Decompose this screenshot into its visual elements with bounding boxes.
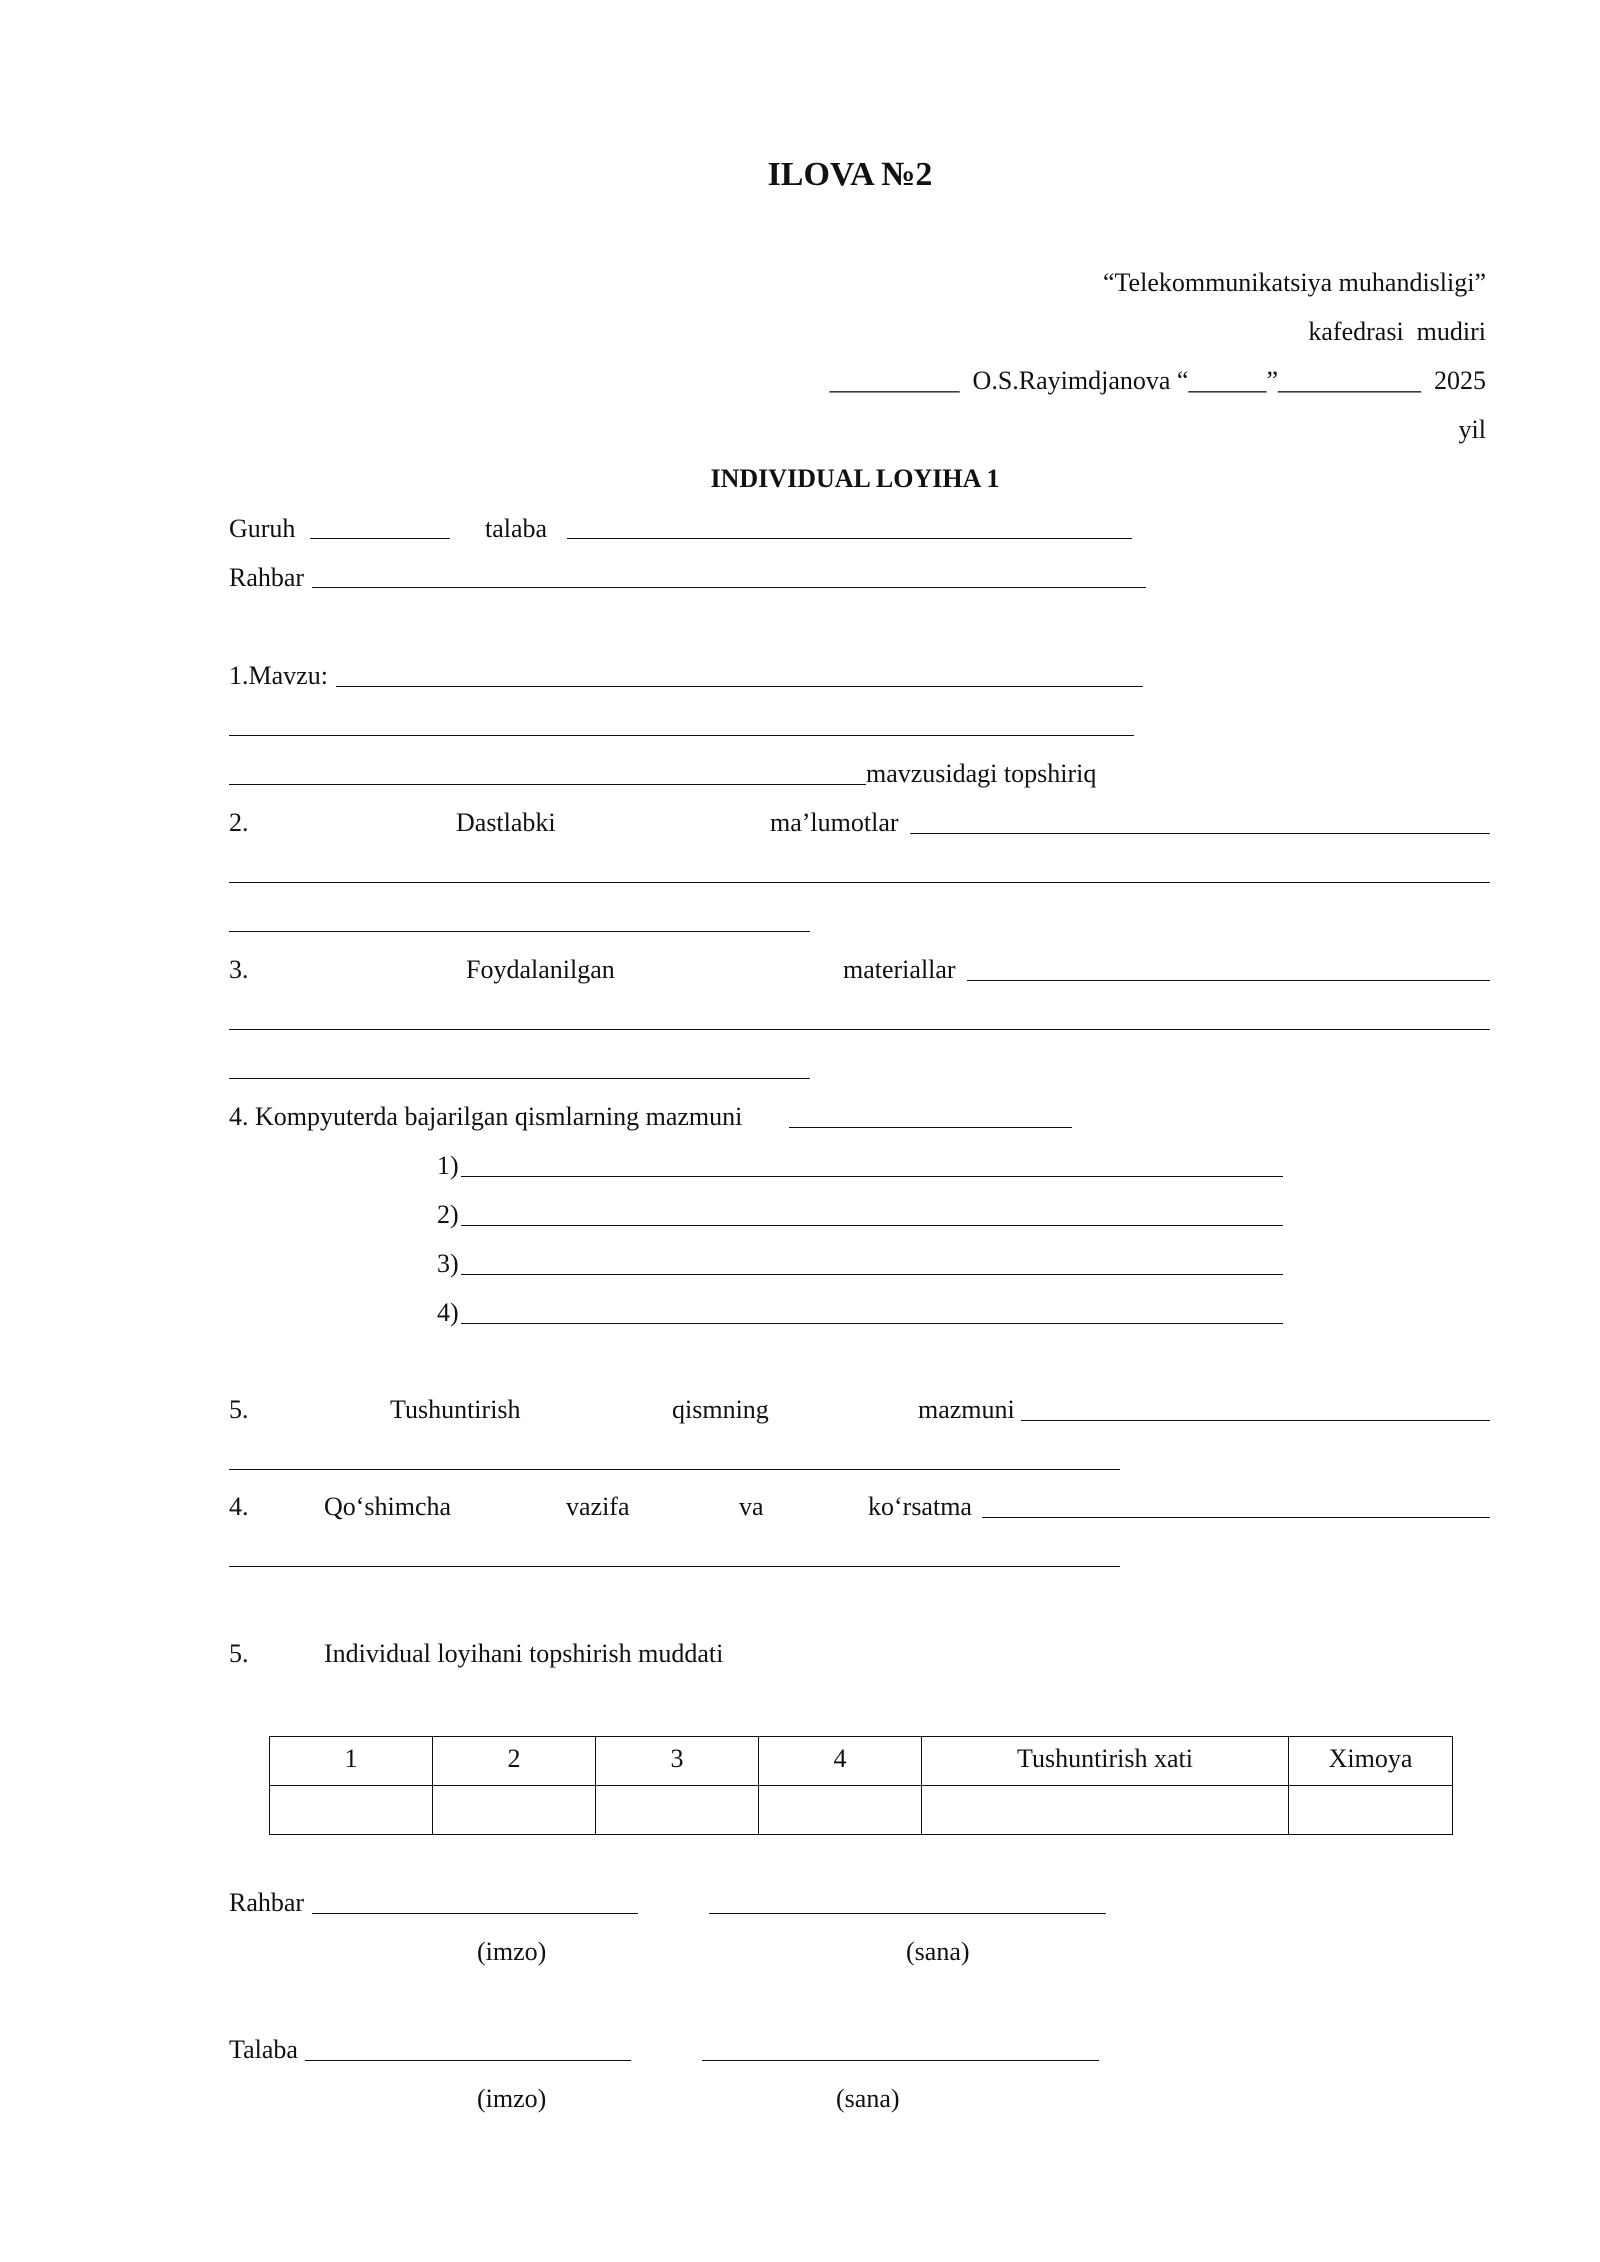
topic-blank-line-2[interactable] — [229, 735, 1134, 736]
section4-item-3-line[interactable] — [461, 1274, 1283, 1275]
deadline-cell-3[interactable] — [596, 1786, 759, 1835]
section2-blank-line-1[interactable] — [910, 833, 1490, 834]
section4-label: 4. Kompyuterda bajarilgan qismlarning mazmuni — [229, 1102, 743, 1131]
deadline-header-defense: Ximoya — [1289, 1737, 1453, 1786]
deadline-cell-2[interactable] — [433, 1786, 596, 1835]
section5-blank-line-2[interactable] — [229, 1469, 1120, 1470]
section7-text: Individual loyihani topshirish muddati — [324, 1639, 724, 1668]
deadline-header-3: 3 — [596, 1737, 759, 1786]
deadline-header-1: 1 — [270, 1737, 433, 1786]
section5-number: 5. — [229, 1395, 249, 1424]
section6-blank-line-1[interactable] — [982, 1517, 1490, 1518]
student-blank-line[interactable] — [567, 538, 1132, 539]
section4-item-2: 2) — [437, 1200, 459, 1229]
signature-supervisor-sign-caption: (imzo) — [477, 1937, 547, 1966]
supervisor-blank-line[interactable] — [312, 587, 1146, 588]
approval-year-word: yil — [1458, 415, 1486, 444]
approval-department-line2: kafedrasi mudiri — [1308, 317, 1486, 346]
topic-suffix: mavzusidagi topshiriq — [866, 759, 1097, 788]
deadline-table-header-row — [270, 1737, 1453, 1786]
signature-student-date-caption: (sana) — [836, 2084, 900, 2113]
document-subtitle: INDIVIDUAL LOYIHA 1 — [710, 464, 1000, 493]
deadline-header-explanatory-note: Tushuntirish xati — [922, 1737, 1289, 1786]
deadline-cell-1[interactable] — [270, 1786, 433, 1835]
section3-word1: Foydalanilgan — [466, 955, 615, 984]
document-title: ILOVA №2 — [767, 156, 933, 193]
section6-word1: Qo‘shimcha — [324, 1492, 452, 1521]
section2-blank-line-2[interactable] — [229, 882, 1490, 883]
section6-word2: vazifa — [566, 1492, 630, 1521]
supervisor-label: Rahbar — [229, 563, 305, 592]
signature-student-sign-line[interactable] — [305, 2060, 631, 2061]
approval-department-line1: “Telekommunikatsiya muhandisligi” — [1102, 268, 1486, 297]
approval-signature-line: __________ O.S.Rayimdjanova “______”___________ 2025 — [829, 366, 1486, 395]
signature-supervisor-sign-line[interactable] — [312, 1913, 638, 1914]
section6-word3: va — [739, 1492, 764, 1521]
group-label: Guruh — [229, 514, 296, 543]
deadline-table — [269, 1736, 1453, 1835]
deadline-cell-explanatory-note[interactable] — [922, 1786, 1289, 1835]
deadline-table-input-row — [270, 1786, 1453, 1835]
section3-word2: materiallar — [843, 955, 956, 984]
signature-supervisor-label: Rahbar — [229, 1888, 305, 1917]
topic-blank-line-1[interactable] — [336, 686, 1143, 687]
section4-item-1: 1) — [437, 1151, 459, 1180]
section2-word2: ma’lumotlar — [770, 808, 899, 837]
signature-student-date-line[interactable] — [702, 2060, 1099, 2061]
section4-item-4-line[interactable] — [461, 1323, 1283, 1324]
section4-item-3: 3) — [437, 1249, 459, 1278]
section3-blank-line-2[interactable] — [229, 1029, 1490, 1030]
section3-blank-line-3[interactable] — [229, 1078, 810, 1079]
deadline-header-4: 4 — [759, 1737, 922, 1786]
section6-number: 4. — [229, 1492, 249, 1521]
signature-student-label: Talaba — [229, 2035, 298, 2064]
student-label: talaba — [485, 514, 548, 543]
signature-supervisor-date-caption: (sana) — [906, 1937, 970, 1966]
deadline-cell-defense[interactable] — [1289, 1786, 1453, 1835]
signature-student-sign-caption: (imzo) — [477, 2084, 547, 2113]
section5-word2: qismning — [672, 1395, 769, 1424]
section4-item-2-line[interactable] — [461, 1225, 1283, 1226]
section4-blank-line[interactable] — [789, 1127, 1072, 1128]
section5-blank-line-1[interactable] — [1021, 1420, 1490, 1421]
section3-blank-line-1[interactable] — [967, 980, 1490, 981]
section3-number: 3. — [229, 955, 249, 984]
signature-supervisor-date-line[interactable] — [709, 1913, 1106, 1914]
section2-word1: Dastlabki — [456, 808, 556, 837]
section6-word4: ko‘rsatma — [868, 1492, 972, 1521]
section7-number: 5. — [229, 1639, 249, 1668]
topic-blank-line-3[interactable] — [229, 784, 866, 785]
section6-blank-line-2[interactable] — [229, 1566, 1120, 1567]
section5-word1: Tushuntirish — [390, 1395, 521, 1424]
deadline-cell-4[interactable] — [759, 1786, 922, 1835]
section2-blank-line-3[interactable] — [229, 931, 810, 932]
topic-label: 1.Mavzu: — [229, 661, 328, 690]
group-blank-line[interactable] — [310, 538, 450, 539]
deadline-header-2: 2 — [433, 1737, 596, 1786]
section4-item-4: 4) — [437, 1298, 459, 1327]
section5-word3: mazmuni — [918, 1395, 1015, 1424]
section4-item-1-line[interactable] — [461, 1176, 1283, 1177]
section2-number: 2. — [229, 808, 249, 837]
